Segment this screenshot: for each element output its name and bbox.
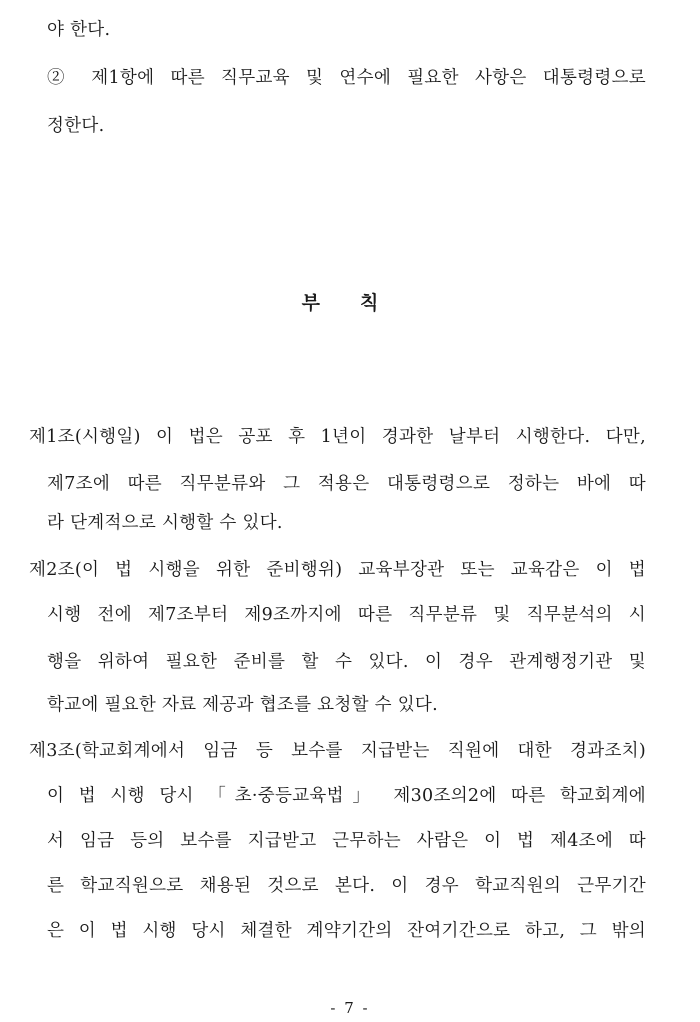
article-2-line: 학교에 필요한 자료 제공과 협조를 요청할 수 있다. <box>47 695 439 715</box>
page-number: - 7 - <box>330 999 370 1017</box>
text-line: 야 한다. <box>47 20 111 40</box>
article-1-line: 제1조(시행일) 이 법은 공포 후 1년이 경과한 날부터 시행한다. 다만, <box>29 427 646 447</box>
text-line: ② 제1항에 따른 직무교육 및 연수에 필요한 사항은 대통령령으로 <box>47 68 646 88</box>
appendix-title: 부칙 <box>301 292 419 314</box>
article-1-line: 제7조에 따른 직무분류와 그 적용은 대통령령으로 정하는 바에 따 <box>47 474 646 494</box>
article-2-line: 제2조(이 법 시행을 위한 준비행위) 교육부장관 또는 교육감은 이 법 <box>29 560 646 580</box>
article-3-line: 서 임금 등의 보수를 지급받고 근무하는 사람은 이 법 제4조에 따 <box>47 831 646 851</box>
article-3-line: 른 학교직원으로 채용된 것으로 본다. 이 경우 학교직원의 근무기간 <box>47 876 646 896</box>
article-2-line: 시행 전에 제7조부터 제9조까지에 따른 직무분류 및 직무분석의 시 <box>47 605 646 625</box>
text-line: 정한다. <box>47 116 105 136</box>
article-3-line: 은 이 법 시행 당시 체결한 계약기간의 잔여기간으로 하고, 그 밖의 <box>47 921 646 941</box>
article-2-line: 행을 위하여 필요한 준비를 할 수 있다. 이 경우 관계행정기관 및 <box>47 652 646 672</box>
article-3-line: 제3조(학교회계에서 임금 등 보수를 지급받는 직원에 대한 경과조치) <box>29 741 646 761</box>
article-1-line: 라 단계적으로 시행할 수 있다. <box>47 513 283 533</box>
article-3-line: 이 법 시행 당시 「초·중등교육법」 제30조의2에 따른 학교회계에 <box>47 786 646 806</box>
